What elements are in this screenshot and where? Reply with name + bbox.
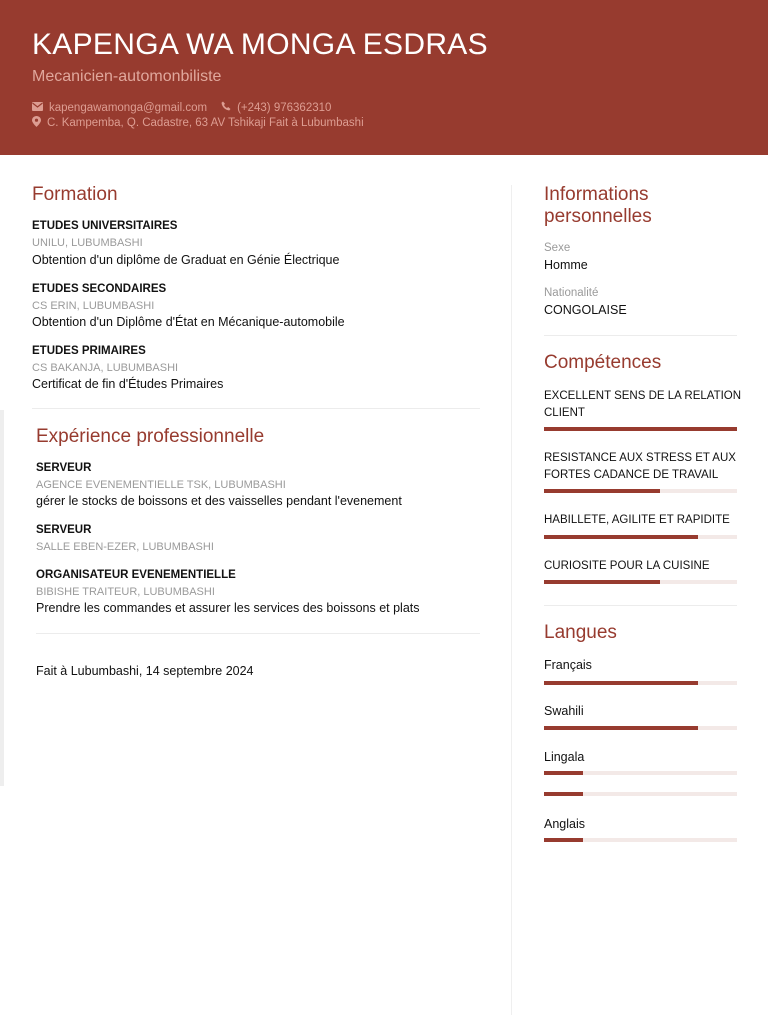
experience-item-place: BIBISHE TRAITEUR, LUBUMBASHI <box>36 586 215 598</box>
language-level-fill <box>544 771 583 775</box>
formation-title: Formation <box>32 184 118 205</box>
experience-item-desc: gérer le stocks de boissons et des vaisselles pendant l'evenement <box>36 494 402 508</box>
skill-label: EXCELLENT SENS DE LA RELATION CLIENT <box>544 390 742 419</box>
header-banner <box>0 0 768 155</box>
language-level-bar <box>544 838 737 842</box>
language-level-fill <box>544 681 698 685</box>
section-divider <box>32 408 480 409</box>
skill-level-bar <box>544 489 737 493</box>
phone-number: (+243) 976362310 <box>237 101 332 114</box>
skill-level-fill <box>544 427 737 431</box>
experience-title: Expérience professionnelle <box>36 426 265 447</box>
section-divider <box>544 335 737 336</box>
column-divider <box>511 185 512 1015</box>
formation-item-desc: Obtention d'un diplôme de Graduat en Génie Électrique <box>32 253 340 267</box>
address-line <box>32 116 364 130</box>
sex-value: Homme <box>544 258 588 272</box>
skill-label: HABILLETE, AGILITE ET RAPIDITE <box>544 514 730 526</box>
nationality-label: Nationalité <box>544 287 599 299</box>
formation-item-title: ETUDES UNIVERSITAIRES <box>32 220 178 232</box>
skill-level-bar <box>544 427 737 431</box>
formation-item-title: ETUDES PRIMAIRES <box>32 345 146 357</box>
section-divider <box>544 605 737 606</box>
experience-item-title: ORGANISATEUR EVENEMENTIELLE <box>36 569 236 581</box>
formation-item-place: CS BAKANJA, LUBUMBASHI <box>32 362 179 374</box>
envelope-icon <box>32 102 43 114</box>
experience-item-desc: Prendre les commandes et assurer les services des boissons et plats <box>36 601 420 615</box>
map-pin-icon <box>32 116 41 130</box>
section-divider <box>36 633 480 634</box>
skills-title: Compétences <box>544 352 662 373</box>
formation-item-place: CS ERIN, LUBUMBASHI <box>32 300 155 312</box>
language-level-bar <box>544 771 737 775</box>
language-label: Swahili <box>544 704 584 718</box>
language-label: Anglais <box>544 817 585 831</box>
experience-item-title: SERVEUR <box>36 524 92 536</box>
language-label: Français <box>544 658 592 672</box>
experience-item-place: SALLE EBEN-EZER, LUBUMBASHI <box>36 541 214 553</box>
left-accent-strip <box>0 410 4 786</box>
language-level-fill <box>544 726 698 730</box>
language-level-bar <box>544 792 737 796</box>
skill-level-bar <box>544 535 737 539</box>
language-level-fill <box>544 792 583 796</box>
formation-item-title: ETUDES SECONDAIRES <box>32 283 167 295</box>
signature-date: Fait à Lubumbashi, 14 septembre 2024 <box>36 664 254 678</box>
skill-level-fill <box>544 489 660 493</box>
language-level-bar <box>544 726 737 730</box>
language-level-fill <box>544 838 583 842</box>
candidate-name: KAPENGA WA MONGA ESDRAS <box>32 28 488 61</box>
skill-level-bar <box>544 580 737 584</box>
contact-line <box>32 101 331 114</box>
phone-icon <box>221 101 231 114</box>
candidate-role: Mecanicien-automonbiliste <box>32 68 222 85</box>
formation-item-place: UNILU, LUBUMBASHI <box>32 237 143 249</box>
personal-info-title: Informations personnelles <box>544 184 652 227</box>
skill-label: CURIOSITE POUR LA CUISINE <box>544 560 710 572</box>
formation-item-desc: Certificat de fin d'Études Primaires <box>32 377 224 391</box>
sex-label: Sexe <box>544 242 571 254</box>
address-text: C. Kampemba, Q. Cadastre, 63 AV Tshikaji Fait à Lubumbashi <box>47 117 364 129</box>
email-link[interactable]: kapengawamonga@gmail.com <box>49 101 208 114</box>
language-level-bar <box>544 681 737 685</box>
languages-title: Langues <box>544 622 617 643</box>
nationality-value: CONGOLAISE <box>544 303 627 317</box>
experience-item-title: SERVEUR <box>36 462 92 474</box>
skill-label: RESISTANCE AUX STRESS ET AUX FORTES CADANCE DE TRAVAIL <box>544 452 736 481</box>
formation-item-desc: Obtention d'un Diplôme d'État en Mécanique-automobile <box>32 315 345 329</box>
experience-item-place: AGENCE EVENEMENTIELLE TSK, LUBUMBASHI <box>36 479 286 491</box>
language-label: Lingala <box>544 750 585 764</box>
skill-level-fill <box>544 580 660 584</box>
skill-level-fill <box>544 535 698 539</box>
